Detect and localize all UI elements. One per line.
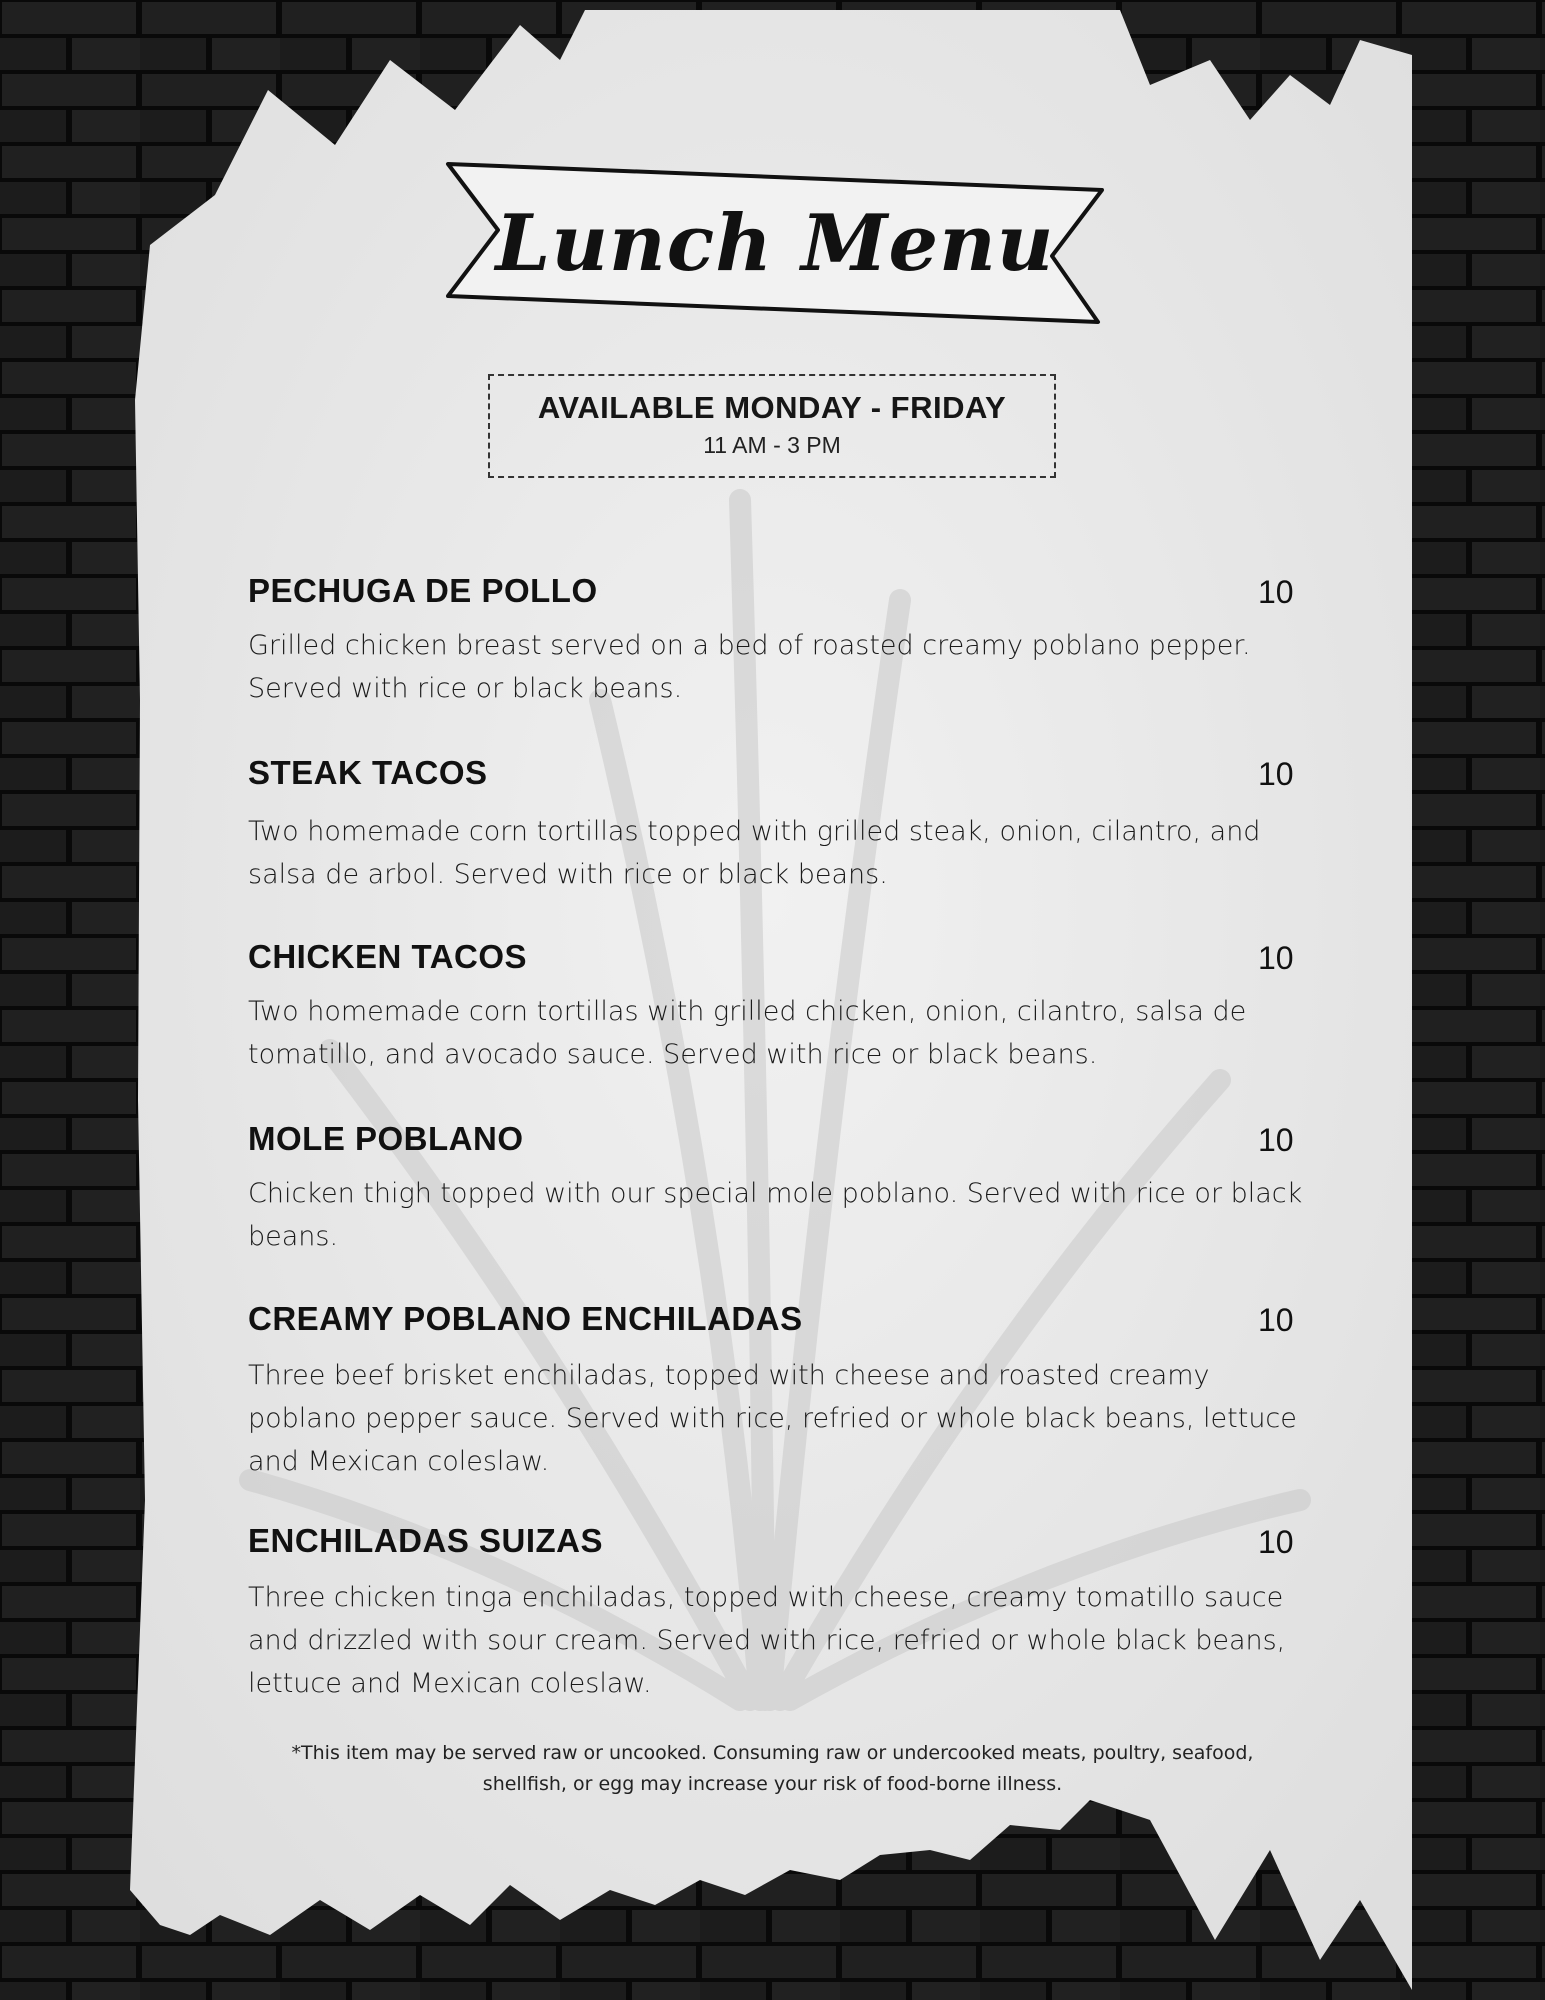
item-description: Chicken thigh topped with our special mole poblano. Served with rice or black beans. — [248, 1178, 1303, 1252]
title-banner — [440, 158, 1110, 328]
item-price: 10 — [1258, 756, 1294, 792]
item-description: Two homemade corn tortillas topped with grilled steak, onion, cilantro, and salsa de arbol. Served with rice or black beans. — [248, 816, 1261, 890]
item-description: Three chicken tinga enchiladas, topped with cheese, creamy tomatillo sauce and drizzled with sour cream. Served with rice, refried or whole black beans, lettuce and Mexican coleslaw. — [248, 1582, 1286, 1699]
item-price: 10 — [1258, 940, 1294, 976]
item-price: 10 — [1258, 1122, 1294, 1158]
item-price: 10 — [1258, 574, 1294, 610]
item-name: PECHUGA DE POLLO — [248, 572, 598, 609]
item-name: MOLE POBLANO — [248, 1120, 524, 1157]
item-name: CREAMY POBLANO ENCHILADAS — [248, 1300, 803, 1337]
item-description: Grilled chicken breast served on a bed of roasted creamy poblano pepper. Served with rice or black beans. — [248, 630, 1251, 704]
item-description: Three beef brisket enchiladas, topped with cheese and roasted creamy poblano pepper sauce. Served with rice, refried or whole black beans, lettuce and Mexican coleslaw. — [248, 1360, 1297, 1477]
item-price: 10 — [1258, 1524, 1294, 1560]
availability-box — [488, 374, 1056, 478]
item-name: CHICKEN TACOS — [248, 938, 528, 975]
item-name: ENCHILADAS SUIZAS — [248, 1522, 604, 1559]
item-price: 10 — [1258, 1302, 1294, 1338]
availability-hours: 11 AM - 3 PM — [703, 432, 841, 458]
item-name: STEAK TACOS — [248, 754, 488, 791]
food-safety-disclaimer: *This item may be served raw or uncooked. Consuming raw or undercooked meats, poultry, seafood, shellfish, or egg may increase your risk of food-borne illness. — [291, 1742, 1254, 1795]
availability-label: AVAILABLE MONDAY - FRIDAY — [537, 390, 1007, 425]
item-description: Two homemade corn tortillas with grilled chicken, onion, cilantro, salsa de tomatillo, and avocado sauce. Served with rice or black beans. — [248, 996, 1247, 1070]
page-title: Lunch Menu — [495, 198, 1055, 289]
